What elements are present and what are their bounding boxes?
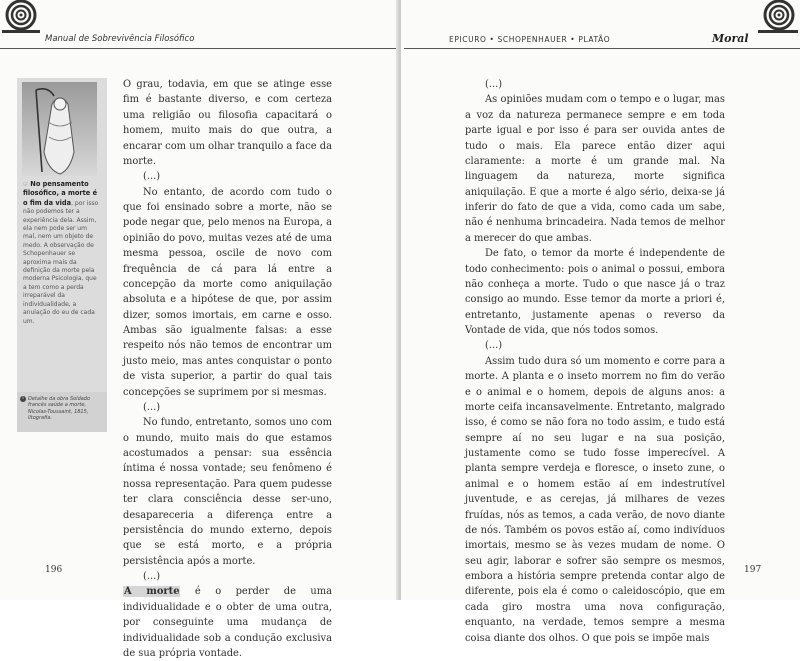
paragraph: As opiniões mudam com o tempo e o lugar, mas a voz da natureza permanece sempre e em toda parte igual e por isso é para ser ouvida antes de tudo o mais. Ela parece então dizer aqui claramente: a morte é um grande mal. Na linguagem da natureza, morte significa aniquilação. E que a morte é algo sério, deixa-se já inferir do fato de que a vida, como cada um sabe, não é nenhuma brincadeira. Nada temos de melhor a merecer do que ambas. [465,94,725,244]
paragraph: O grau, todavia, em que se atinge esse fim é bastante diverso, e com certeza uma religião ou filosofia capacitará o homem, muito mais do que outra, a encarar com um olhar tranquilo a face da morte. [123,79,332,167]
caption-text: , por isso não podemos ter a experiência dela. Assim, ela nem pode ser um mal, nem um objeto de medo. A observação de Schopenhauer se aproxima mais da definição da morte pela moderna Psicologia, que a tem como a perda irreparável da individualidade, a anulação do eu de cada um. [23,199,99,325]
right-body-text [465,77,725,646]
paragraph: (...) [485,79,503,90]
running-head-left: Manual de Sobrevivência Filosófico [45,34,195,44]
spiral-ornament-icon [758,0,798,34]
paragraph: De fato, o temor da morte é independente de todo conhecimento: pois o animal o possui, embora não conheça a morte. Tudo o que nasce já o traz consigo ao mundo. Esse temor da morte a priori é, entretanto, justamente apenas o reverso da Vontade de vida, que nós todos somos. [465,248,725,336]
death-figure-icon [22,82,97,176]
paragraph: (...) [485,340,503,352]
highlight-term: A morte [124,586,180,598]
info-icon: i [20,396,26,402]
paragraph: Assim tudo dura só um momento e corre para a morte. A planta e o inseto morrem no fim do verão e o animal e o homem, depois de alguns anos: a morte ceifa incansavelmente. Entretanto, malgrado isso, é como se não fora no todo assim, e tudo está sempre aí no seu lugar e na sua posição, justamente como se tudo fosse imperecível. A planta sempre verdeja e floresce, o inseto zune, o animal e o homem estão aí em indestrutível juventude, e as cerejas, já milhares de vezes fruídas, nós as temos, a cada verão, de novo diante de nós. Também os povos estão aí, como indivíduos imortais, mesmo se às vezes mudam de nome. O seu agir, laborar e sofrer são sempre os mesmos, embora a história sempre pretenda contar algo de diferente, pois ela é como o caleidoscópio, que em cada giro mostra uma nova configuração, enquanto, na verdade, temos sempre a mesma coisa diante dos olhos. O que pois se impõe mais [465,355,725,644]
running-head-right: EPICURO • SCHOPENHAUER • PLATÃO [449,35,611,44]
paragraph: No entanto, de acordo com tudo o que foi ensinado sobre a morte, não se pode negar que, pelo menos na Europa, a opinião do povo, muitas vezes até de uma mesma pessoa, oscile de novo com frequência de cá para lá entre a concepção da morte como aniquilação absoluta e a hipótese de que, por assim dizer, somos imortais, em carne e osso. Ambas são igualmente falsas: a esse respeito nós não temos de encontrar um justo meio, mas antes conquistar o ponto de vista superior, a partir do qual tais concepções se suprimem por si mesmas. [123,186,332,398]
caption-bold: No pensamento filosófico, a morte é o fim da vida [23,180,98,207]
spiral-ornament-icon [2,0,40,34]
image-credit: Detalhe da obra Soldado francês saúde a morte, Nicolas-Toussaint, 1815, litografia. [28,396,91,421]
image-credit-box [17,392,107,432]
paragraph: (...) [143,171,161,183]
header-rule-right [404,48,800,49]
paragraph: (...) [143,571,161,582]
section-label: Moral [712,32,749,45]
left-body-text [123,77,332,661]
page-number-left: 196 [45,565,63,575]
page-number-right: 197 [744,565,762,575]
illustration-image [22,82,97,176]
paragraph: (...) [143,401,161,413]
sidebar-caption [23,180,101,326]
paragraph-rest: é o perder de uma individualidade e o obter de uma outra, por conseguinte uma mudança de individualidade sob a condução exclusiva de sua própria vontade. [123,586,332,659]
header-rule-left [0,48,397,49]
paragraph: No fundo, entretanto, somos uno com o mundo, muito mais do que estamos acostumados a pensar: sua essência íntima é nossa vontade; seu fenômeno é nossa representação. Para quem pudesse ter clara consciência desse ser-uno, desapareceria a diferença entre a persistência do mundo externo, depois que se está morto, e a própria persistência após a morte. [123,417,332,567]
paragraph-highlighted [123,584,332,661]
caption-arrow-icon: ☞ [23,181,31,188]
